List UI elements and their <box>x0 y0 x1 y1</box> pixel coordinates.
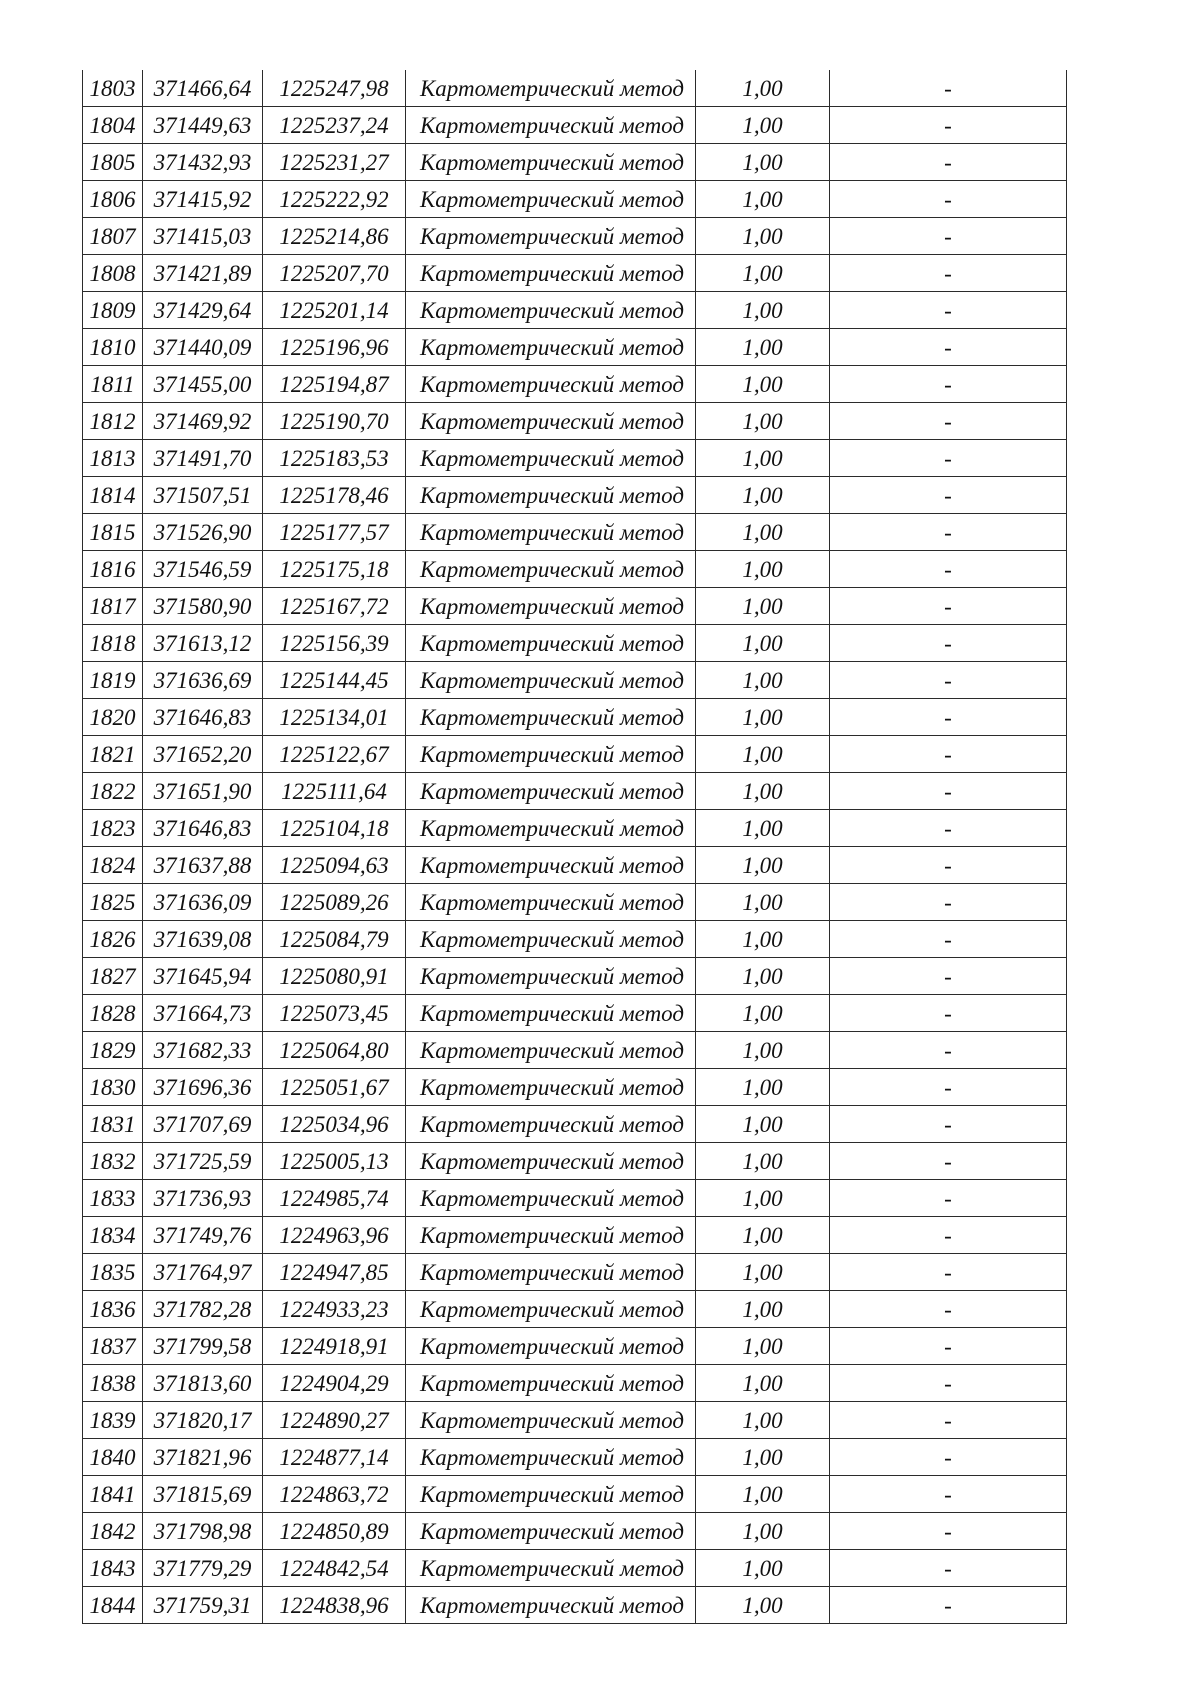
point-number-cell: 1827 <box>83 958 143 995</box>
note-cell: - <box>830 1069 1067 1106</box>
note-cell: - <box>830 1365 1067 1402</box>
accuracy-cell: 1,00 <box>696 1550 830 1587</box>
table-row <box>83 255 1067 292</box>
method-cell: Картометрический метод <box>406 181 696 218</box>
y-coordinate-cell: 1225247,98 <box>263 70 406 107</box>
y-coordinate-cell: 1225111,64 <box>263 773 406 810</box>
y-coordinate-cell: 1225005,13 <box>263 1143 406 1180</box>
method-cell: Картометрический метод <box>406 995 696 1032</box>
method-cell: Картометрический метод <box>406 1291 696 1328</box>
point-number-cell: 1836 <box>83 1291 143 1328</box>
note-cell: - <box>830 847 1067 884</box>
y-coordinate-cell: 1225051,67 <box>263 1069 406 1106</box>
accuracy-cell: 1,00 <box>696 773 830 810</box>
table-row <box>83 440 1067 477</box>
table-row <box>83 699 1067 736</box>
accuracy-cell: 1,00 <box>696 1106 830 1143</box>
point-number-cell: 1832 <box>83 1143 143 1180</box>
note-cell: - <box>830 1328 1067 1365</box>
note-cell: - <box>830 292 1067 329</box>
accuracy-cell: 1,00 <box>696 958 830 995</box>
table-row <box>83 477 1067 514</box>
y-coordinate-cell: 1225178,46 <box>263 477 406 514</box>
method-cell: Картометрический метод <box>406 292 696 329</box>
x-coordinate-cell: 371779,29 <box>143 1550 263 1587</box>
table-row <box>83 218 1067 255</box>
method-cell: Картометрический метод <box>406 588 696 625</box>
x-coordinate-cell: 371639,08 <box>143 921 263 958</box>
note-cell: - <box>830 662 1067 699</box>
note-cell: - <box>830 514 1067 551</box>
y-coordinate-cell: 1225207,70 <box>263 255 406 292</box>
y-coordinate-cell: 1224863,72 <box>263 1476 406 1513</box>
method-cell: Картометрический метод <box>406 921 696 958</box>
y-coordinate-cell: 1225177,57 <box>263 514 406 551</box>
note-cell: - <box>830 810 1067 847</box>
method-cell: Картометрический метод <box>406 366 696 403</box>
point-number-cell: 1841 <box>83 1476 143 1513</box>
accuracy-cell: 1,00 <box>696 440 830 477</box>
table-row <box>83 514 1067 551</box>
method-cell: Картометрический метод <box>406 1032 696 1069</box>
method-cell: Картометрический метод <box>406 1402 696 1439</box>
accuracy-cell: 1,00 <box>696 144 830 181</box>
point-number-cell: 1817 <box>83 588 143 625</box>
x-coordinate-cell: 371725,59 <box>143 1143 263 1180</box>
note-cell: - <box>830 958 1067 995</box>
note-cell: - <box>830 329 1067 366</box>
point-number-cell: 1823 <box>83 810 143 847</box>
y-coordinate-cell: 1225089,26 <box>263 884 406 921</box>
point-number-cell: 1838 <box>83 1365 143 1402</box>
note-cell: - <box>830 1550 1067 1587</box>
accuracy-cell: 1,00 <box>696 551 830 588</box>
point-number-cell: 1812 <box>83 403 143 440</box>
point-number-cell: 1803 <box>83 70 143 107</box>
point-number-cell: 1828 <box>83 995 143 1032</box>
table-row <box>83 588 1067 625</box>
note-cell: - <box>830 1476 1067 1513</box>
point-number-cell: 1830 <box>83 1069 143 1106</box>
accuracy-cell: 1,00 <box>696 995 830 1032</box>
y-coordinate-cell: 1224890,27 <box>263 1402 406 1439</box>
accuracy-cell: 1,00 <box>696 477 830 514</box>
point-number-cell: 1809 <box>83 292 143 329</box>
point-number-cell: 1819 <box>83 662 143 699</box>
method-cell: Картометрический метод <box>406 1365 696 1402</box>
point-number-cell: 1811 <box>83 366 143 403</box>
method-cell: Картометрический метод <box>406 403 696 440</box>
point-number-cell: 1835 <box>83 1254 143 1291</box>
point-number-cell: 1825 <box>83 884 143 921</box>
method-cell: Картометрический метод <box>406 440 696 477</box>
coordinates-table <box>82 70 1067 1624</box>
method-cell: Картометрический метод <box>406 477 696 514</box>
accuracy-cell: 1,00 <box>696 1513 830 1550</box>
accuracy-cell: 1,00 <box>696 1254 830 1291</box>
y-coordinate-cell: 1224904,29 <box>263 1365 406 1402</box>
x-coordinate-cell: 371759,31 <box>143 1587 263 1624</box>
method-cell: Картометрический метод <box>406 625 696 662</box>
point-number-cell: 1842 <box>83 1513 143 1550</box>
note-cell: - <box>830 995 1067 1032</box>
method-cell: Картометрический метод <box>406 699 696 736</box>
method-cell: Картометрический метод <box>406 218 696 255</box>
x-coordinate-cell: 371782,28 <box>143 1291 263 1328</box>
x-coordinate-cell: 371645,94 <box>143 958 263 995</box>
accuracy-cell: 1,00 <box>696 70 830 107</box>
x-coordinate-cell: 371440,09 <box>143 329 263 366</box>
method-cell: Картометрический метод <box>406 1143 696 1180</box>
y-coordinate-cell: 1224850,89 <box>263 1513 406 1550</box>
x-coordinate-cell: 371546,59 <box>143 551 263 588</box>
y-coordinate-cell: 1225194,87 <box>263 366 406 403</box>
point-number-cell: 1824 <box>83 847 143 884</box>
table-row <box>83 292 1067 329</box>
x-coordinate-cell: 371432,93 <box>143 144 263 181</box>
table-row <box>83 625 1067 662</box>
method-cell: Картометрический метод <box>406 958 696 995</box>
accuracy-cell: 1,00 <box>696 699 830 736</box>
x-coordinate-cell: 371415,92 <box>143 181 263 218</box>
point-number-cell: 1831 <box>83 1106 143 1143</box>
note-cell: - <box>830 551 1067 588</box>
method-cell: Картометрический метод <box>406 847 696 884</box>
table-row <box>83 1143 1067 1180</box>
x-coordinate-cell: 371455,00 <box>143 366 263 403</box>
accuracy-cell: 1,00 <box>696 1439 830 1476</box>
note-cell: - <box>830 1439 1067 1476</box>
note-cell: - <box>830 440 1067 477</box>
point-number-cell: 1810 <box>83 329 143 366</box>
table-row <box>83 1180 1067 1217</box>
table-row <box>83 1106 1067 1143</box>
note-cell: - <box>830 736 1067 773</box>
accuracy-cell: 1,00 <box>696 292 830 329</box>
note-cell: - <box>830 1402 1067 1439</box>
table-row <box>83 847 1067 884</box>
note-cell: - <box>830 921 1067 958</box>
y-coordinate-cell: 1224918,91 <box>263 1328 406 1365</box>
y-coordinate-cell: 1225084,79 <box>263 921 406 958</box>
point-number-cell: 1820 <box>83 699 143 736</box>
point-number-cell: 1814 <box>83 477 143 514</box>
table-row <box>83 995 1067 1032</box>
y-coordinate-cell: 1225175,18 <box>263 551 406 588</box>
y-coordinate-cell: 1225073,45 <box>263 995 406 1032</box>
method-cell: Картометрический метод <box>406 255 696 292</box>
accuracy-cell: 1,00 <box>696 329 830 366</box>
method-cell: Картометрический метод <box>406 773 696 810</box>
accuracy-cell: 1,00 <box>696 514 830 551</box>
accuracy-cell: 1,00 <box>696 810 830 847</box>
accuracy-cell: 1,00 <box>696 847 830 884</box>
accuracy-cell: 1,00 <box>696 181 830 218</box>
method-cell: Картометрический метод <box>406 1069 696 1106</box>
point-number-cell: 1837 <box>83 1328 143 1365</box>
note-cell: - <box>830 366 1067 403</box>
y-coordinate-cell: 1225237,24 <box>263 107 406 144</box>
method-cell: Картометрический метод <box>406 107 696 144</box>
note-cell: - <box>830 1587 1067 1624</box>
method-cell: Картометрический метод <box>406 1587 696 1624</box>
accuracy-cell: 1,00 <box>696 1069 830 1106</box>
x-coordinate-cell: 371682,33 <box>143 1032 263 1069</box>
y-coordinate-cell: 1225156,39 <box>263 625 406 662</box>
x-coordinate-cell: 371646,83 <box>143 810 263 847</box>
method-cell: Картометрический метод <box>406 810 696 847</box>
x-coordinate-cell: 371821,96 <box>143 1439 263 1476</box>
note-cell: - <box>830 255 1067 292</box>
table-row <box>83 1550 1067 1587</box>
y-coordinate-cell: 1225064,80 <box>263 1032 406 1069</box>
y-coordinate-cell: 1225134,01 <box>263 699 406 736</box>
y-coordinate-cell: 1225034,96 <box>263 1106 406 1143</box>
table-row <box>83 1587 1067 1624</box>
accuracy-cell: 1,00 <box>696 884 830 921</box>
accuracy-cell: 1,00 <box>696 625 830 662</box>
x-coordinate-cell: 371749,76 <box>143 1217 263 1254</box>
point-number-cell: 1821 <box>83 736 143 773</box>
x-coordinate-cell: 371707,69 <box>143 1106 263 1143</box>
accuracy-cell: 1,00 <box>696 1328 830 1365</box>
note-cell: - <box>830 884 1067 921</box>
table-row <box>83 1069 1067 1106</box>
x-coordinate-cell: 371637,88 <box>143 847 263 884</box>
y-coordinate-cell: 1224838,96 <box>263 1587 406 1624</box>
table-row <box>83 1291 1067 1328</box>
accuracy-cell: 1,00 <box>696 662 830 699</box>
point-number-cell: 1807 <box>83 218 143 255</box>
point-number-cell: 1840 <box>83 1439 143 1476</box>
table-row <box>83 181 1067 218</box>
accuracy-cell: 1,00 <box>696 403 830 440</box>
table-row <box>83 551 1067 588</box>
x-coordinate-cell: 371636,09 <box>143 884 263 921</box>
y-coordinate-cell: 1225094,63 <box>263 847 406 884</box>
point-number-cell: 1833 <box>83 1180 143 1217</box>
table-row <box>83 736 1067 773</box>
table-row <box>83 70 1067 107</box>
table-row <box>83 921 1067 958</box>
method-cell: Картометрический метод <box>406 1106 696 1143</box>
note-cell: - <box>830 477 1067 514</box>
note-cell: - <box>830 70 1067 107</box>
method-cell: Картометрический метод <box>406 70 696 107</box>
method-cell: Картометрический метод <box>406 551 696 588</box>
note-cell: - <box>830 1217 1067 1254</box>
note-cell: - <box>830 1180 1067 1217</box>
note-cell: - <box>830 625 1067 662</box>
method-cell: Картометрический метод <box>406 144 696 181</box>
y-coordinate-cell: 1224947,85 <box>263 1254 406 1291</box>
table-row <box>83 1254 1067 1291</box>
method-cell: Картометрический метод <box>406 1217 696 1254</box>
x-coordinate-cell: 371696,36 <box>143 1069 263 1106</box>
method-cell: Картометрический метод <box>406 514 696 551</box>
x-coordinate-cell: 371526,90 <box>143 514 263 551</box>
y-coordinate-cell: 1225196,96 <box>263 329 406 366</box>
y-coordinate-cell: 1224842,54 <box>263 1550 406 1587</box>
table-row <box>83 1476 1067 1513</box>
table-row <box>83 366 1067 403</box>
x-coordinate-cell: 371813,60 <box>143 1365 263 1402</box>
note-cell: - <box>830 1513 1067 1550</box>
x-coordinate-cell: 371798,98 <box>143 1513 263 1550</box>
y-coordinate-cell: 1224963,96 <box>263 1217 406 1254</box>
table-row <box>83 773 1067 810</box>
accuracy-cell: 1,00 <box>696 366 830 403</box>
point-number-cell: 1822 <box>83 773 143 810</box>
accuracy-cell: 1,00 <box>696 1180 830 1217</box>
method-cell: Картометрический метод <box>406 1328 696 1365</box>
method-cell: Картометрический метод <box>406 1254 696 1291</box>
point-number-cell: 1843 <box>83 1550 143 1587</box>
y-coordinate-cell: 1224985,74 <box>263 1180 406 1217</box>
x-coordinate-cell: 371580,90 <box>143 588 263 625</box>
accuracy-cell: 1,00 <box>696 588 830 625</box>
point-number-cell: 1816 <box>83 551 143 588</box>
method-cell: Картометрический метод <box>406 1476 696 1513</box>
table-row <box>83 107 1067 144</box>
accuracy-cell: 1,00 <box>696 1587 830 1624</box>
accuracy-cell: 1,00 <box>696 1365 830 1402</box>
point-number-cell: 1844 <box>83 1587 143 1624</box>
table-row <box>83 1032 1067 1069</box>
y-coordinate-cell: 1225214,86 <box>263 218 406 255</box>
x-coordinate-cell: 371820,17 <box>143 1402 263 1439</box>
y-coordinate-cell: 1224933,23 <box>263 1291 406 1328</box>
accuracy-cell: 1,00 <box>696 1032 830 1069</box>
point-number-cell: 1805 <box>83 144 143 181</box>
method-cell: Картометрический метод <box>406 329 696 366</box>
x-coordinate-cell: 371421,89 <box>143 255 263 292</box>
x-coordinate-cell: 371449,63 <box>143 107 263 144</box>
table-row <box>83 1217 1067 1254</box>
note-cell: - <box>830 1032 1067 1069</box>
method-cell: Картометрический метод <box>406 884 696 921</box>
point-number-cell: 1804 <box>83 107 143 144</box>
x-coordinate-cell: 371636,69 <box>143 662 263 699</box>
note-cell: - <box>830 218 1067 255</box>
y-coordinate-cell: 1225122,67 <box>263 736 406 773</box>
note-cell: - <box>830 403 1067 440</box>
accuracy-cell: 1,00 <box>696 255 830 292</box>
note-cell: - <box>830 1106 1067 1143</box>
accuracy-cell: 1,00 <box>696 1143 830 1180</box>
table-row <box>83 958 1067 995</box>
y-coordinate-cell: 1225080,91 <box>263 958 406 995</box>
table-row <box>83 1439 1067 1476</box>
accuracy-cell: 1,00 <box>696 736 830 773</box>
y-coordinate-cell: 1225190,70 <box>263 403 406 440</box>
table-row <box>83 810 1067 847</box>
y-coordinate-cell: 1225183,53 <box>263 440 406 477</box>
method-cell: Картометрический метод <box>406 1439 696 1476</box>
method-cell: Картометрический метод <box>406 1550 696 1587</box>
accuracy-cell: 1,00 <box>696 218 830 255</box>
x-coordinate-cell: 371469,92 <box>143 403 263 440</box>
table-row <box>83 1365 1067 1402</box>
table-row <box>83 884 1067 921</box>
point-number-cell: 1826 <box>83 921 143 958</box>
note-cell: - <box>830 144 1067 181</box>
y-coordinate-cell: 1225167,72 <box>263 588 406 625</box>
x-coordinate-cell: 371646,83 <box>143 699 263 736</box>
accuracy-cell: 1,00 <box>696 1476 830 1513</box>
point-number-cell: 1839 <box>83 1402 143 1439</box>
point-number-cell: 1818 <box>83 625 143 662</box>
accuracy-cell: 1,00 <box>696 1402 830 1439</box>
method-cell: Картометрический метод <box>406 662 696 699</box>
x-coordinate-cell: 371507,51 <box>143 477 263 514</box>
note-cell: - <box>830 773 1067 810</box>
note-cell: - <box>830 107 1067 144</box>
note-cell: - <box>830 181 1067 218</box>
x-coordinate-cell: 371799,58 <box>143 1328 263 1365</box>
table-row <box>83 329 1067 366</box>
x-coordinate-cell: 371652,20 <box>143 736 263 773</box>
note-cell: - <box>830 1291 1067 1328</box>
y-coordinate-cell: 1225201,14 <box>263 292 406 329</box>
point-number-cell: 1806 <box>83 181 143 218</box>
note-cell: - <box>830 1143 1067 1180</box>
y-coordinate-cell: 1225231,27 <box>263 144 406 181</box>
x-coordinate-cell: 371491,70 <box>143 440 263 477</box>
note-cell: - <box>830 1254 1067 1291</box>
y-coordinate-cell: 1225104,18 <box>263 810 406 847</box>
note-cell: - <box>830 588 1067 625</box>
method-cell: Картометрический метод <box>406 736 696 773</box>
point-number-cell: 1813 <box>83 440 143 477</box>
point-number-cell: 1808 <box>83 255 143 292</box>
method-cell: Картометрический метод <box>406 1513 696 1550</box>
table-row <box>83 1328 1067 1365</box>
accuracy-cell: 1,00 <box>696 921 830 958</box>
accuracy-cell: 1,00 <box>696 1291 830 1328</box>
table-row <box>83 1402 1067 1439</box>
x-coordinate-cell: 371613,12 <box>143 625 263 662</box>
coordinates-table-body <box>83 70 1067 1624</box>
x-coordinate-cell: 371764,97 <box>143 1254 263 1291</box>
table-row <box>83 1513 1067 1550</box>
note-cell: - <box>830 699 1067 736</box>
y-coordinate-cell: 1225222,92 <box>263 181 406 218</box>
x-coordinate-cell: 371429,64 <box>143 292 263 329</box>
x-coordinate-cell: 371815,69 <box>143 1476 263 1513</box>
x-coordinate-cell: 371736,93 <box>143 1180 263 1217</box>
method-cell: Картометрический метод <box>406 1180 696 1217</box>
table-row <box>83 403 1067 440</box>
point-number-cell: 1834 <box>83 1217 143 1254</box>
x-coordinate-cell: 371415,03 <box>143 218 263 255</box>
y-coordinate-cell: 1225144,45 <box>263 662 406 699</box>
accuracy-cell: 1,00 <box>696 1217 830 1254</box>
point-number-cell: 1815 <box>83 514 143 551</box>
x-coordinate-cell: 371651,90 <box>143 773 263 810</box>
accuracy-cell: 1,00 <box>696 107 830 144</box>
point-number-cell: 1829 <box>83 1032 143 1069</box>
table-row <box>83 662 1067 699</box>
x-coordinate-cell: 371664,73 <box>143 995 263 1032</box>
y-coordinate-cell: 1224877,14 <box>263 1439 406 1476</box>
table-row <box>83 144 1067 181</box>
x-coordinate-cell: 371466,64 <box>143 70 263 107</box>
